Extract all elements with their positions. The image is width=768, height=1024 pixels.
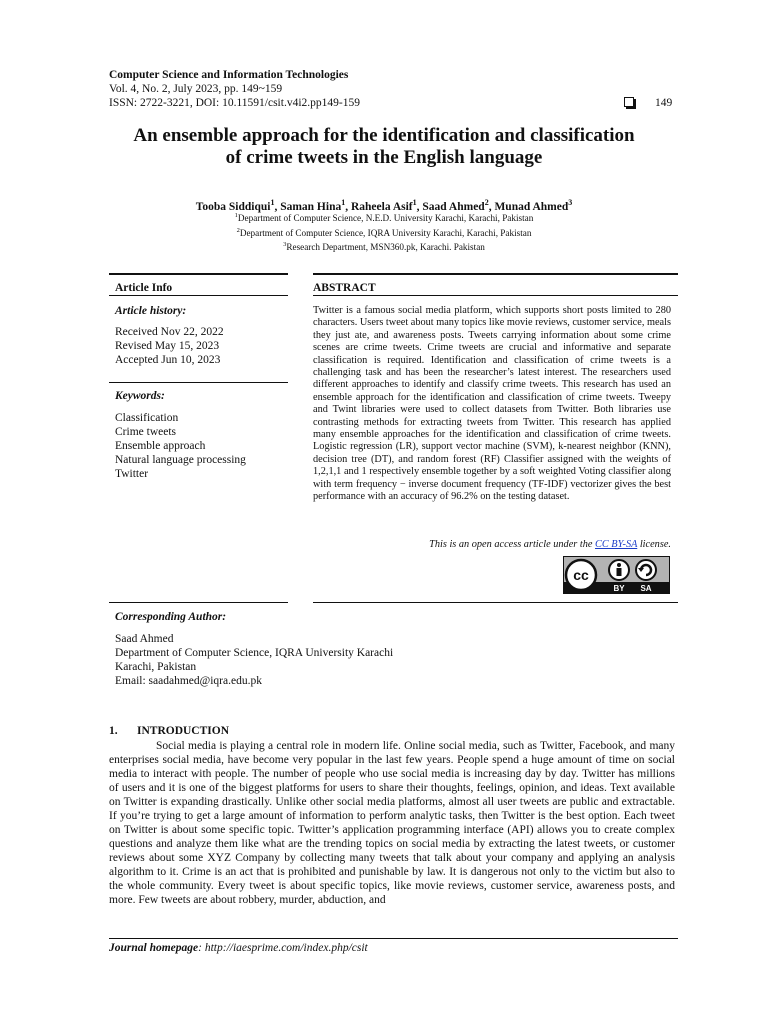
introduction-heading: INTRODUCTION [137,725,230,737]
page-number: 149 [655,97,673,109]
keyword-item: Ensemble approach [115,440,206,452]
license-post: license. [637,539,671,550]
affiliation-text: Department of Computer Science, N.E.D. University Karachi, Karachi, Pakistan [237,213,534,224]
issn-line: ISSN: 2722-3221, DOI: 10.11591/csit.v4i2.pp149-159 [109,97,360,109]
affiliation-text: Research Department, MSN360.pk, Karachi. Pakistan [286,242,485,253]
history-item: Received Nov 22, 2022 [115,326,224,338]
author-separator: , [488,200,495,213]
abstract-top-rule [313,273,678,275]
cc-badge-graphic [564,557,669,593]
affiliation-marker: 3 [283,241,287,249]
by-label: BY [613,584,625,593]
footer-label: Journal homepage [109,942,199,954]
volume-line: Vol. 4, No. 2, July 2023, pp. 149~159 [109,83,283,95]
title-line-1: An ensemble approach for the identification and classification [133,125,635,146]
history-item: Revised May 15, 2023 [115,340,220,352]
license-note [313,538,671,551]
introduction-body [109,739,675,907]
author-separator: , [345,200,351,213]
corresponding-line: Department of Computer Science, IQRA University Karachi [115,647,394,659]
section-number: 1. [109,725,118,737]
journal-name: Computer Science and Information Technologies [109,69,349,81]
abstract-bottom-rule [313,602,678,603]
title-line-2: of crime tweets in the English language [225,147,543,168]
author-affiliation-marker: 2 [484,198,489,207]
corresponding-line: Email: saadahmed@iqra.edu.pk [115,675,262,687]
affiliation [80,225,688,240]
cc-by-sa-badge[interactable] [563,556,670,594]
keywords-list [115,411,246,481]
sa-share-icon [636,560,656,580]
abstract-heading-rule [313,295,678,296]
affiliation-list [80,210,688,254]
keywords-heading: Keywords: [115,390,165,402]
abstract-text: Twitter is a famous social media platform, which supports short posts limited to 280 characters. Users tweet about many topics like movie reviews, customer service, meals they just ate, and awareness posts. Tweets carrying information about some crime scenes are crime tweets. Crime tweets are crucial and informative and separate classification is required. Identification and classification of crime tweets is a challenging task and has been the researcher’s latest interest. The researchers used different approaches to identify and classify crime tweets. This research has used an ensemble approach for the identification and classification of crime tweets. Tweepy and Twint libraries were used to collect datasets from Twitter. Both libraries use contrasting methods for extracting tweets from Twitter. This research has applied many ensemble approaches for the identification and classification of crime tweets. Logistic regression (LR), support vector machine (SVM), k-nearest neighbor (KNN), decision tree (DT), and random forest (RF) Classifier assigned with the weights of 1,2,1,1 and 1 respectively ensemble together by a soft weighted Voting classifier along with term frequency − inverse document frequency (TF-IDF) vectorizer gives the best performance with an accuracy of 96.2% on the testing dataset. [313,305,671,503]
affiliation-text: Department of Computer Science, IQRA University Karachi, Karachi, Pakistan [239,227,532,238]
article-info-heading-rule [109,295,288,296]
affiliation-marker: 2 [236,226,240,234]
journal-homepage [109,942,368,954]
history-list [115,325,224,367]
author-affiliation-marker: 3 [568,198,573,207]
cc-by-sa-link[interactable]: CC BY-SA [595,539,638,550]
corresponding-details [115,632,393,688]
article-info-top-rule [109,273,288,275]
paper-title [80,125,688,169]
keyword-item: Twitter [115,468,149,480]
history-item: Accepted Jun 10, 2023 [115,354,221,366]
keyword-item: Classification [115,412,179,424]
author-separator: , [274,200,281,213]
affiliation [80,239,688,254]
footer-rule [109,938,678,939]
abstract-heading: ABSTRACT [313,282,376,294]
author-affiliation-marker: 1 [341,198,346,207]
history-rule [109,382,288,383]
license-pre: This is an open access article under the [429,539,595,550]
author-affiliation-marker: 1 [412,198,417,207]
keyword-item: Crime tweets [115,426,176,438]
author-name: Munad Ahmed [494,200,569,213]
cc-icon-label: cc [573,567,589,583]
article-info-bottom-rule [109,602,288,603]
author-name: Raheela Asif [350,200,413,213]
page-box-icon [624,97,634,107]
author-name: Tooba Siddiqui [195,200,271,213]
author-name: Saman Hina [280,200,342,213]
author-affiliation-marker: 1 [270,198,275,207]
affiliation-marker: 1 [234,212,238,219]
corresponding-line: Saad Ahmed [115,633,174,645]
affiliation [80,210,688,225]
author-name: Saad Ahmed [422,200,485,213]
introduction-paragraph: Social media is playing a central role in modern life. Online social media, such as Twitter, Facebook, and many enterprises social media, have become very popular in the last few years. People spend a huge amount of time on social media to interact with people. The number of people who use social media is increasing day by day. Twitter has millions of users and it is one of the biggest platforms for users to share their thoughts, feelings, opinion, and ideas. Text available on Twitter is expanding drastically. Unlike other social media platforms, almost all user tweets are public and extractable. If you’re trying to get a large amount of information to perform analytic tasks, then Twitter is the best option. Each tweet on Twitter is about some specific topic. Twitter’s application programming interface (API) allows you to create complex questions and analyze them like what are the trending topics on social media by extracting the latest tweets, or customer reviews about some XYZ Company by collecting many tweets that talk about your company and applying an analysis algorithm to it. Crime is an act that is prohibited and punishable by law. It is dangerous not only to the victim but also to the whole community. Every tweet is about specific topics, like movie reviews, customer service, awareness posts, and more. Few tweets are about robbery, murder, abduction, and [109,740,675,906]
article-info-heading: Article Info [115,282,173,294]
sa-label: SA [640,584,652,593]
author-separator: , [416,200,423,213]
journal-url[interactable]: http://iaesprime.com/index.php/csit [204,942,368,954]
corresponding-line: Karachi, Pakistan [115,661,197,673]
footer-sep: : [198,942,205,954]
history-heading: Article history: [115,305,187,317]
keyword-item: Natural language processing [115,454,246,466]
corresponding-heading: Corresponding Author: [115,611,227,623]
